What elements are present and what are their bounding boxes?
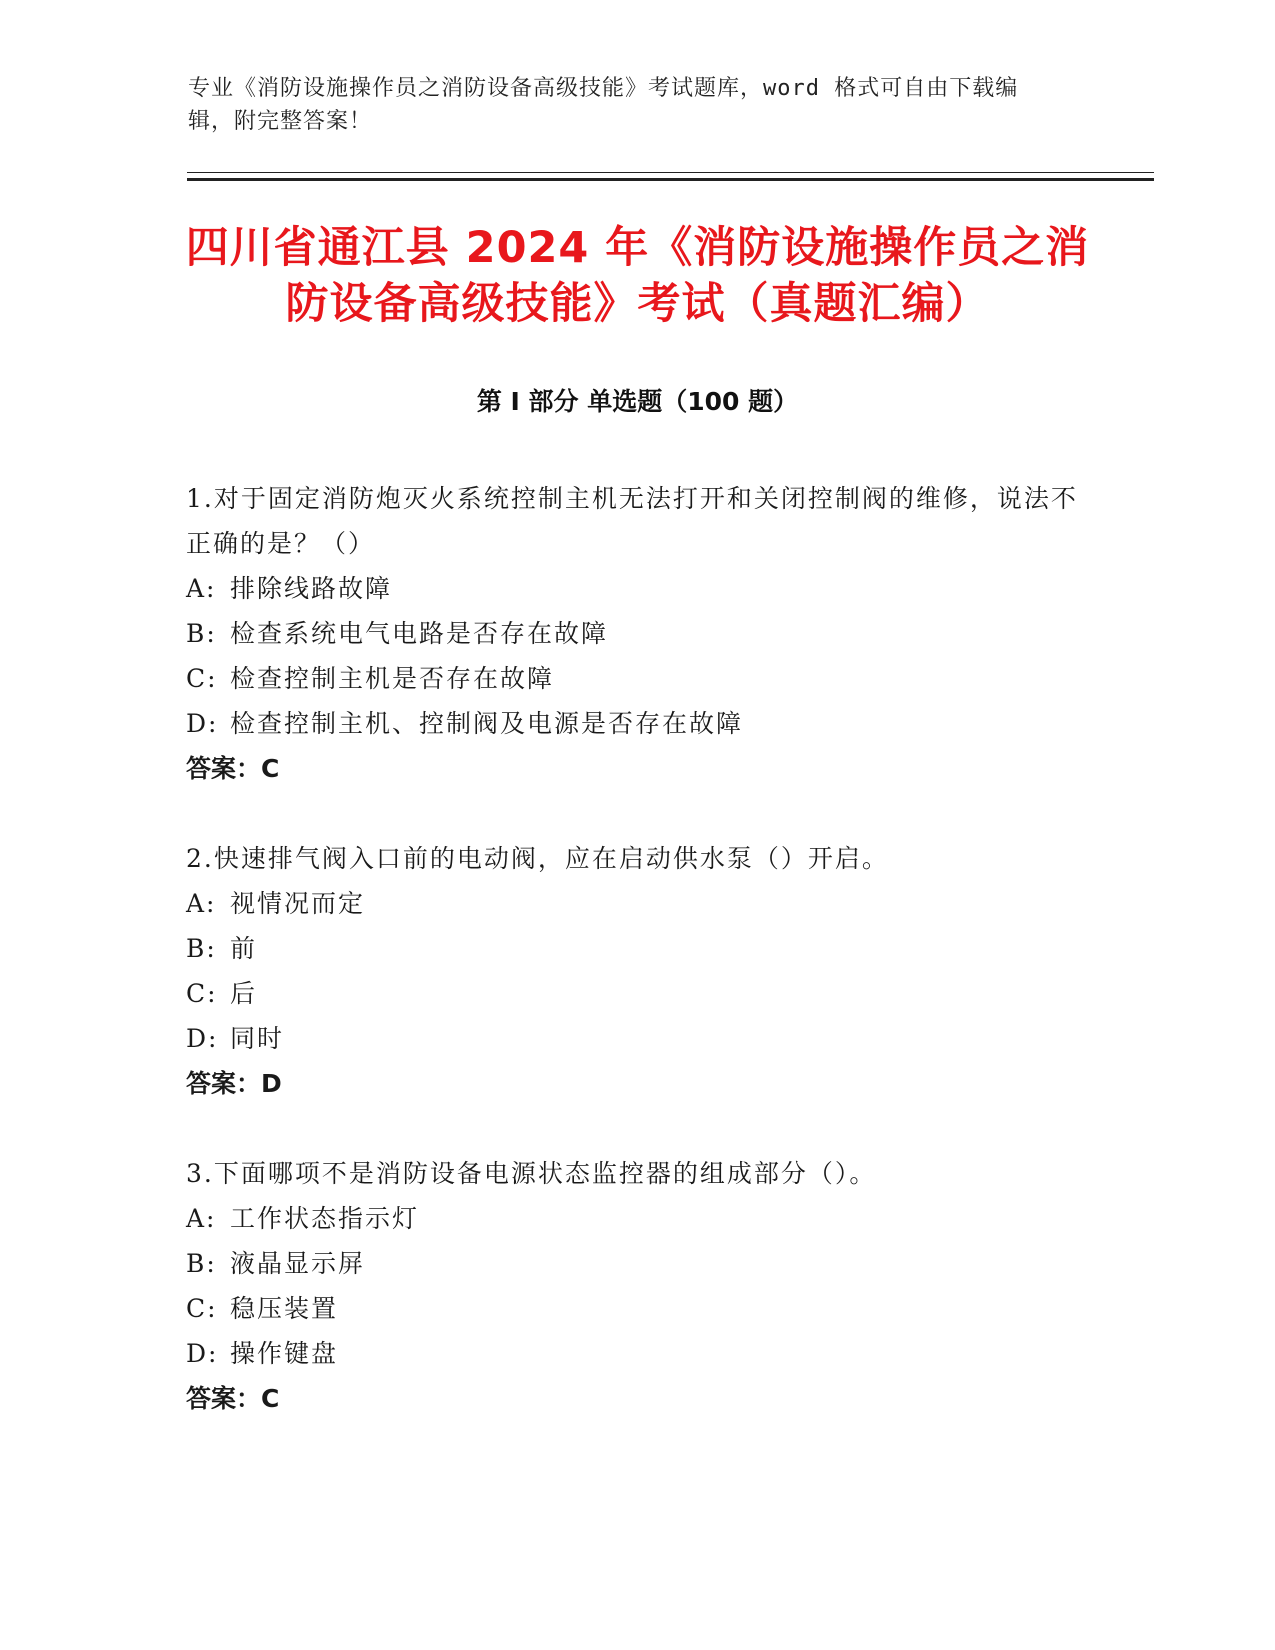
option-text: 检查控制主机是否存在故障: [230, 664, 555, 693]
question-stem: 3.下面哪项不是消防设备电源状态监控器的组成部分（）。: [186, 1159, 877, 1188]
answer-line: 答案：C: [186, 1384, 280, 1413]
option-d: [186, 1016, 1086, 1061]
option-key: A:: [186, 1204, 217, 1233]
question-3: [186, 1151, 1086, 1421]
question-2: [186, 836, 1086, 1106]
question-list: [186, 476, 1086, 1466]
answer-line: 答案：C: [186, 754, 280, 783]
option-text: 视情况而定: [230, 889, 366, 918]
option-key: B:: [186, 934, 217, 963]
option-c: [186, 1286, 1086, 1331]
option-text: 操作键盘: [230, 1339, 339, 1368]
option-text: 后: [230, 979, 258, 1008]
header-divider-thick: [187, 178, 1154, 181]
option-text: 前: [230, 934, 258, 963]
option-key: B:: [186, 1249, 217, 1278]
answer-line: 答案：D: [186, 1069, 282, 1098]
option-b: [186, 1241, 1086, 1286]
header-note-line-1: 专业《消防设施操作员之消防设备高级技能》考试题库，word 格式可自由下载编: [188, 76, 1019, 101]
option-a: [186, 566, 1086, 611]
option-b: [186, 926, 1086, 971]
header-note-line-2: 辑，附完整答案！: [188, 109, 373, 134]
option-b: [186, 611, 1086, 656]
document-title: [150, 220, 1125, 332]
document-title-line-2: 防设备高级技能》考试（真题汇编）: [285, 279, 990, 329]
option-a: [186, 881, 1086, 926]
question-1: [186, 476, 1086, 791]
option-text: 工作状态指示灯: [230, 1204, 420, 1233]
option-text: 检查系统电气电路是否存在故障: [230, 619, 609, 648]
header-note: [188, 72, 1068, 138]
option-key: A:: [186, 574, 217, 603]
option-text: 检查控制主机、控制阀及电源是否存在故障: [230, 709, 744, 738]
option-text: 同时: [230, 1024, 285, 1053]
option-key: B:: [186, 619, 217, 648]
option-text: 液晶显示屏: [230, 1249, 366, 1278]
option-key: C:: [186, 1294, 218, 1323]
option-a: [186, 1196, 1086, 1241]
document-title-line-1: 四川省通江县 2024 年《消防设施操作员之消: [185, 223, 1090, 273]
option-c: [186, 656, 1086, 701]
option-key: D:: [186, 1339, 219, 1368]
header-divider-thin: [187, 172, 1154, 173]
option-key: A:: [186, 889, 217, 918]
option-key: D:: [186, 709, 219, 738]
question-stem: 2.快速排气阀入口前的电动阀，应在启动供水泵（）开启。: [186, 844, 889, 873]
option-text: 排除线路故障: [230, 574, 393, 603]
option-key: D:: [186, 1024, 219, 1053]
option-key: C:: [186, 664, 218, 693]
option-d: [186, 1331, 1086, 1376]
option-d: [186, 701, 1086, 746]
section-title: 第 I 部分 单选题（100 题）: [476, 387, 799, 416]
option-c: [186, 971, 1086, 1016]
option-key: C:: [186, 979, 218, 1008]
option-text: 稳压装置: [230, 1294, 339, 1323]
question-stem: 1.对于固定消防炮灭火系统控制主机无法打开和关闭控制阀的维修，说法不正确的是？（）: [186, 484, 1078, 558]
